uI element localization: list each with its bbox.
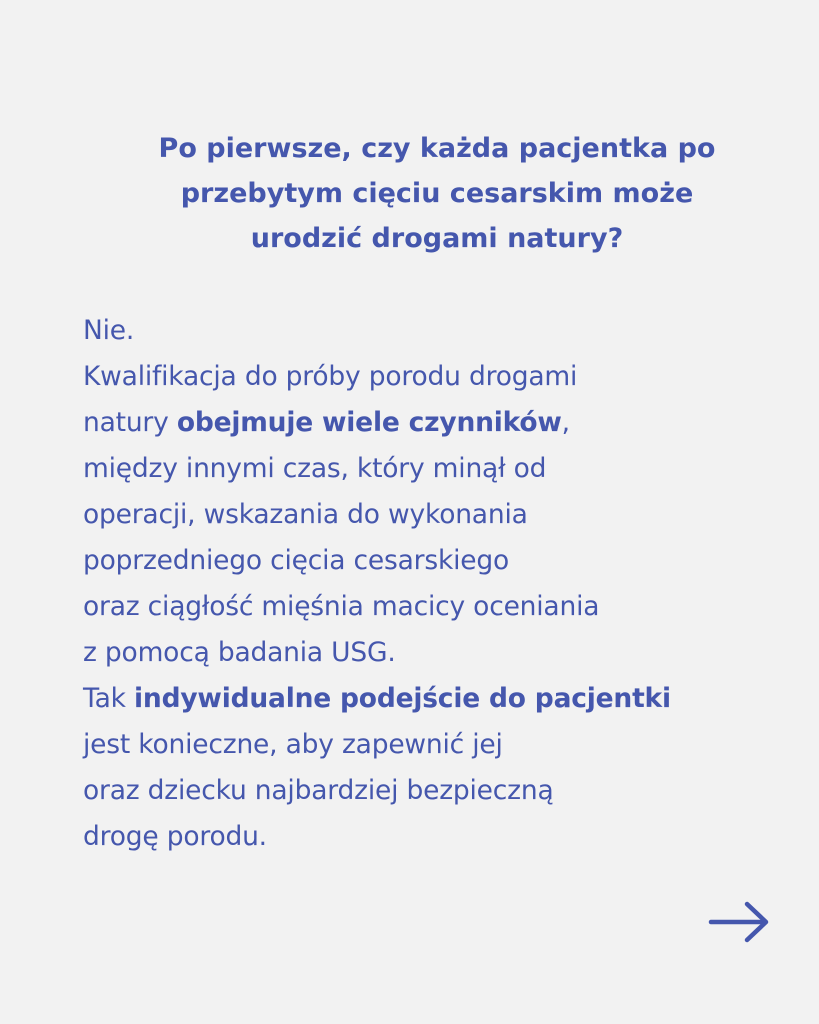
body-line-3-end: ,: [561, 407, 570, 438]
body-line-10: jest konieczne, aby zapewnić jej: [83, 729, 503, 760]
body-line-9: [83, 676, 803, 722]
body-line-2: Kwalifikacja do próby porodu drogami: [83, 361, 578, 392]
body-line-3-start: natury: [83, 407, 177, 438]
arrow-right-icon[interactable]: [707, 899, 771, 945]
body-paragraph: [83, 308, 803, 860]
body-line-8: z pomocą badania USG.: [83, 637, 396, 668]
body-line-3: [83, 400, 803, 446]
emphasis-factors: obejmuje wiele czynników: [176, 407, 562, 438]
heading-line-2: przebytym cięciu cesarskim może: [180, 178, 694, 209]
body-line-1: Nie.: [83, 315, 135, 346]
heading-line-3: urodzić drogami natury?: [250, 223, 624, 254]
body-line-6: poprzedniego cięcia cesarskiego: [83, 545, 510, 576]
body-line-7: oraz ciągłość mięśnia macicy oceniania: [83, 591, 600, 622]
body-line-11: oraz dziecku najbardziej bezpieczną: [83, 775, 554, 806]
emphasis-individual-approach: indywidualne podejście do pacjentki: [134, 683, 671, 714]
body-line-5: operacji, wskazania do wykonania: [83, 499, 528, 530]
body-line-4: między innymi czas, który minął od: [83, 453, 547, 484]
body-line-9-start: Tak: [83, 683, 135, 714]
page-heading: [60, 126, 814, 261]
body-line-12: drogę porodu.: [83, 821, 267, 852]
heading-line-1: Po pierwsze, czy każda pacjentka po: [158, 133, 716, 164]
